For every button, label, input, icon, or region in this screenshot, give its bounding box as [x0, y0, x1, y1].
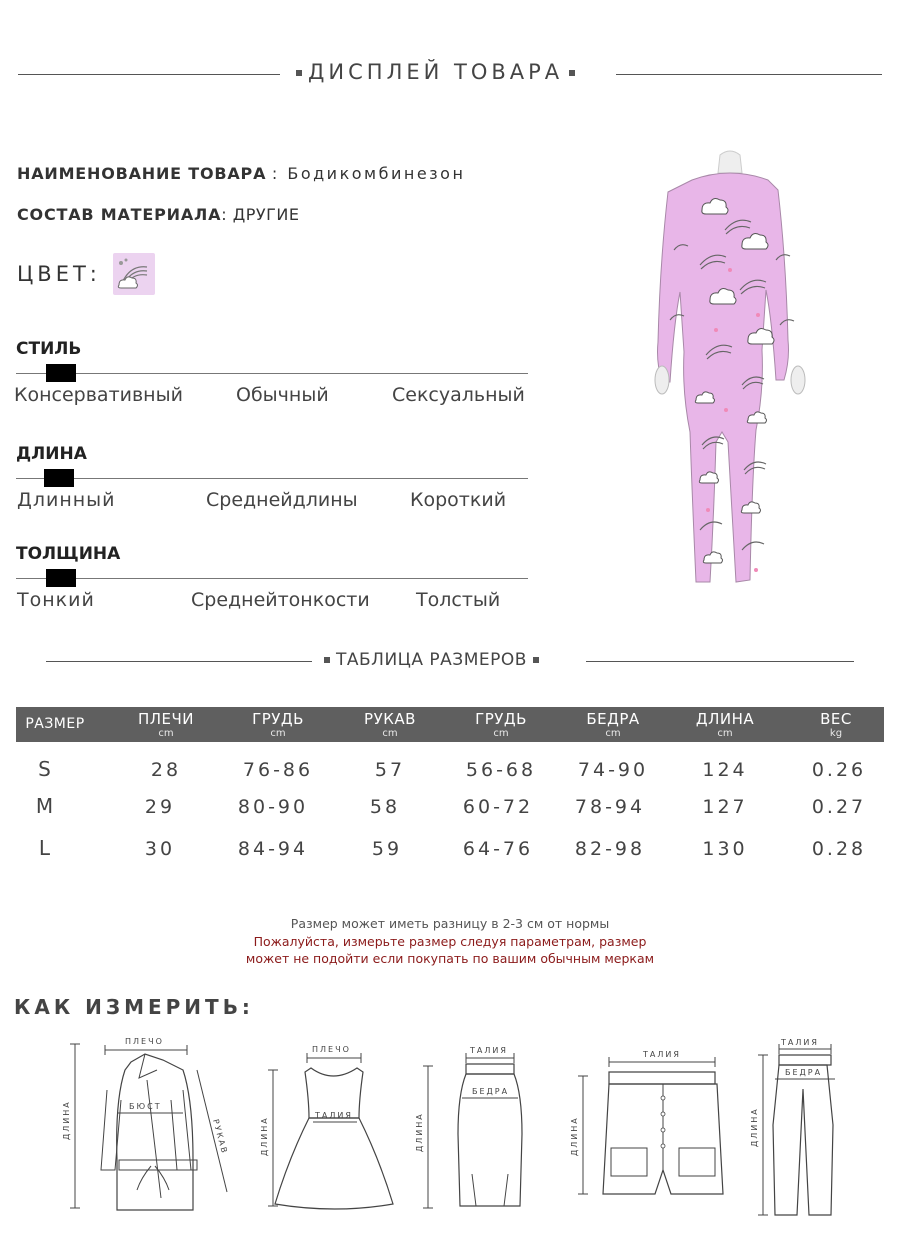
length-scale-marker[interactable]: [44, 469, 74, 487]
cell-length: 124: [702, 759, 748, 781]
header-title: [290, 60, 581, 84]
dress-length-label: ДЛИНА: [260, 1116, 269, 1156]
style-label-sexy: Сексуальный: [392, 384, 525, 406]
skirt-length-label: ДЛИНА: [415, 1112, 424, 1152]
product-name-row: [17, 164, 465, 183]
jacket-bust-label: БЮСТ: [129, 1102, 162, 1111]
cell-size: L: [38, 836, 54, 860]
product-image: [630, 150, 830, 610]
skirt-diagram-icon: [410, 1042, 540, 1222]
cell-bust-2: 56-68: [465, 759, 537, 781]
dress-diagram-icon: [255, 1040, 405, 1220]
style-label-normal: Обычный: [236, 384, 329, 406]
square-bullet-icon: [533, 657, 539, 663]
cell-sleeve: 59: [371, 838, 403, 860]
pants-hips-label: БЕДРА: [785, 1068, 823, 1077]
thickness-scale-track: [16, 578, 528, 579]
cell-weight: 0.28: [811, 838, 867, 860]
col-header-sleeve: РУКАВ cm: [364, 710, 416, 739]
jacket-length-label: ДЛИНА: [62, 1100, 71, 1140]
measure-warning-line1: Пожалуйста, измерьте размер следуя параметрам, размер: [253, 934, 647, 949]
header-title-text: ДИСПЛЕЙ ТОВАРА: [308, 60, 564, 84]
cell-shoulders: 28: [150, 759, 182, 781]
jacket-diagram-icon: [55, 1030, 245, 1220]
size-table-title: [318, 650, 545, 670]
cell-hips: 78-94: [574, 796, 646, 818]
thickness-scale-marker[interactable]: [46, 569, 76, 587]
cell-sleeve: 58: [369, 796, 401, 818]
dress-shoulder-label: ПЛЕЧО: [312, 1045, 351, 1054]
col-header-weight: ВЕС kg: [820, 710, 852, 739]
skirt-hips-label: БЕДРА: [472, 1087, 510, 1096]
cell-sleeve: 57: [374, 759, 406, 781]
col-header-bust-2: ГРУДЬ cm: [475, 710, 527, 739]
shorts-length-label: ДЛИНА: [570, 1116, 579, 1156]
pants-waist-label: ТАЛИЯ: [781, 1038, 819, 1047]
col-header-shoulders: ПЛЕЧИ cm: [137, 710, 195, 739]
dress-waist-label: ТАЛИЯ: [315, 1111, 353, 1120]
jacket-measure-figure: [55, 1030, 245, 1220]
cell-length: 127: [702, 796, 748, 818]
material-row: [17, 205, 300, 224]
thickness-label-thick: Толстый: [416, 589, 501, 611]
col-header-size: РАЗМЕР: [25, 716, 85, 732]
cell-bust: 80-90: [237, 796, 309, 818]
cell-hips: 74-90: [577, 759, 649, 781]
col-header-bust: ГРУДЬ cm: [252, 710, 304, 739]
col-header-length: ДЛИНА cm: [695, 710, 755, 739]
square-bullet-icon: [324, 657, 330, 663]
cell-bust: 84-94: [237, 838, 309, 860]
cell-length: 130: [702, 838, 748, 860]
length-scale-track: [16, 478, 528, 479]
material-value: : ДРУГИЕ: [221, 205, 300, 224]
style-scale-title: СТИЛЬ: [16, 339, 82, 359]
square-bullet-icon: [296, 70, 302, 76]
cell-shoulders: 30: [144, 838, 176, 860]
skirt-measure-figure: [410, 1042, 540, 1222]
size-table-title-text: ТАБЛИЦА РАЗМЕРОВ: [336, 650, 527, 670]
cell-size: M: [35, 794, 57, 818]
cell-size: S: [38, 757, 54, 781]
thickness-label-medium: Среднейтонкости: [191, 589, 370, 611]
col-header-hips: БЕДРА cm: [586, 710, 640, 739]
product-name-label: НАИМЕНОВАНИЕ ТОВАРА: [17, 164, 267, 183]
size-tolerance-note: Размер может иметь разницу в 2-3 см от нормы: [290, 916, 610, 931]
dress-measure-figure: [255, 1040, 405, 1220]
shorts-waist-label: ТАЛИЯ: [643, 1050, 681, 1059]
color-row: [17, 262, 101, 286]
length-scale-title: ДЛИНА: [16, 444, 87, 464]
style-label-conservative: Консервативный: [14, 384, 183, 406]
size-table-rule-right: [586, 661, 854, 662]
size-table-rule-left: [46, 661, 312, 662]
how-to-measure-title: КАК ИЗМЕРИТЬ:: [14, 995, 254, 1019]
jacket-sleeve-label: РУКАВ: [211, 1118, 230, 1156]
cell-weight: 0.27: [811, 796, 867, 818]
length-label-long: Длинный: [17, 489, 116, 511]
style-scale-track: [16, 373, 528, 374]
size-table-header: [16, 707, 884, 742]
thickness-scale-title: ТОЛЩИНА: [16, 544, 121, 564]
shorts-measure-figure: [565, 1048, 745, 1208]
measure-warning-line2: может не подойти если покупать по вашим обычным меркам: [245, 951, 655, 966]
cell-shoulders: 29: [144, 796, 176, 818]
length-label-short: Короткий: [410, 489, 507, 511]
material-label: СОСТАВ МАТЕРИАЛА: [17, 205, 222, 224]
cell-bust-2: 64-76: [462, 838, 534, 860]
square-bullet-icon: [569, 70, 575, 76]
pants-measure-figure: [745, 1035, 845, 1225]
pants-length-label: ДЛИНА: [750, 1107, 759, 1147]
shorts-diagram-icon: [565, 1048, 745, 1208]
jacket-shoulder-label: ПЛЕЧО: [125, 1037, 164, 1046]
thickness-label-thin: Тонкий: [17, 589, 95, 611]
product-name-value: : Бодикомбинезон: [271, 164, 466, 183]
skirt-waist-label: ТАЛИЯ: [470, 1046, 508, 1055]
color-swatch[interactable]: [113, 253, 155, 295]
cell-hips: 82-98: [574, 838, 646, 860]
cell-weight: 0.26: [811, 759, 867, 781]
jumpsuit-mannequin-image: [630, 150, 830, 610]
header-rule-right: [616, 74, 882, 75]
style-scale-marker[interactable]: [46, 364, 76, 382]
pants-diagram-icon: [745, 1035, 845, 1225]
length-label-medium: Среднейдлины: [206, 489, 358, 511]
color-label: ЦВЕТ:: [17, 262, 101, 286]
header-rule-left: [18, 74, 280, 75]
cell-bust-2: 60-72: [462, 796, 534, 818]
unicorn-print-swatch-icon: [113, 253, 155, 295]
cell-bust: 76-86: [242, 759, 314, 781]
